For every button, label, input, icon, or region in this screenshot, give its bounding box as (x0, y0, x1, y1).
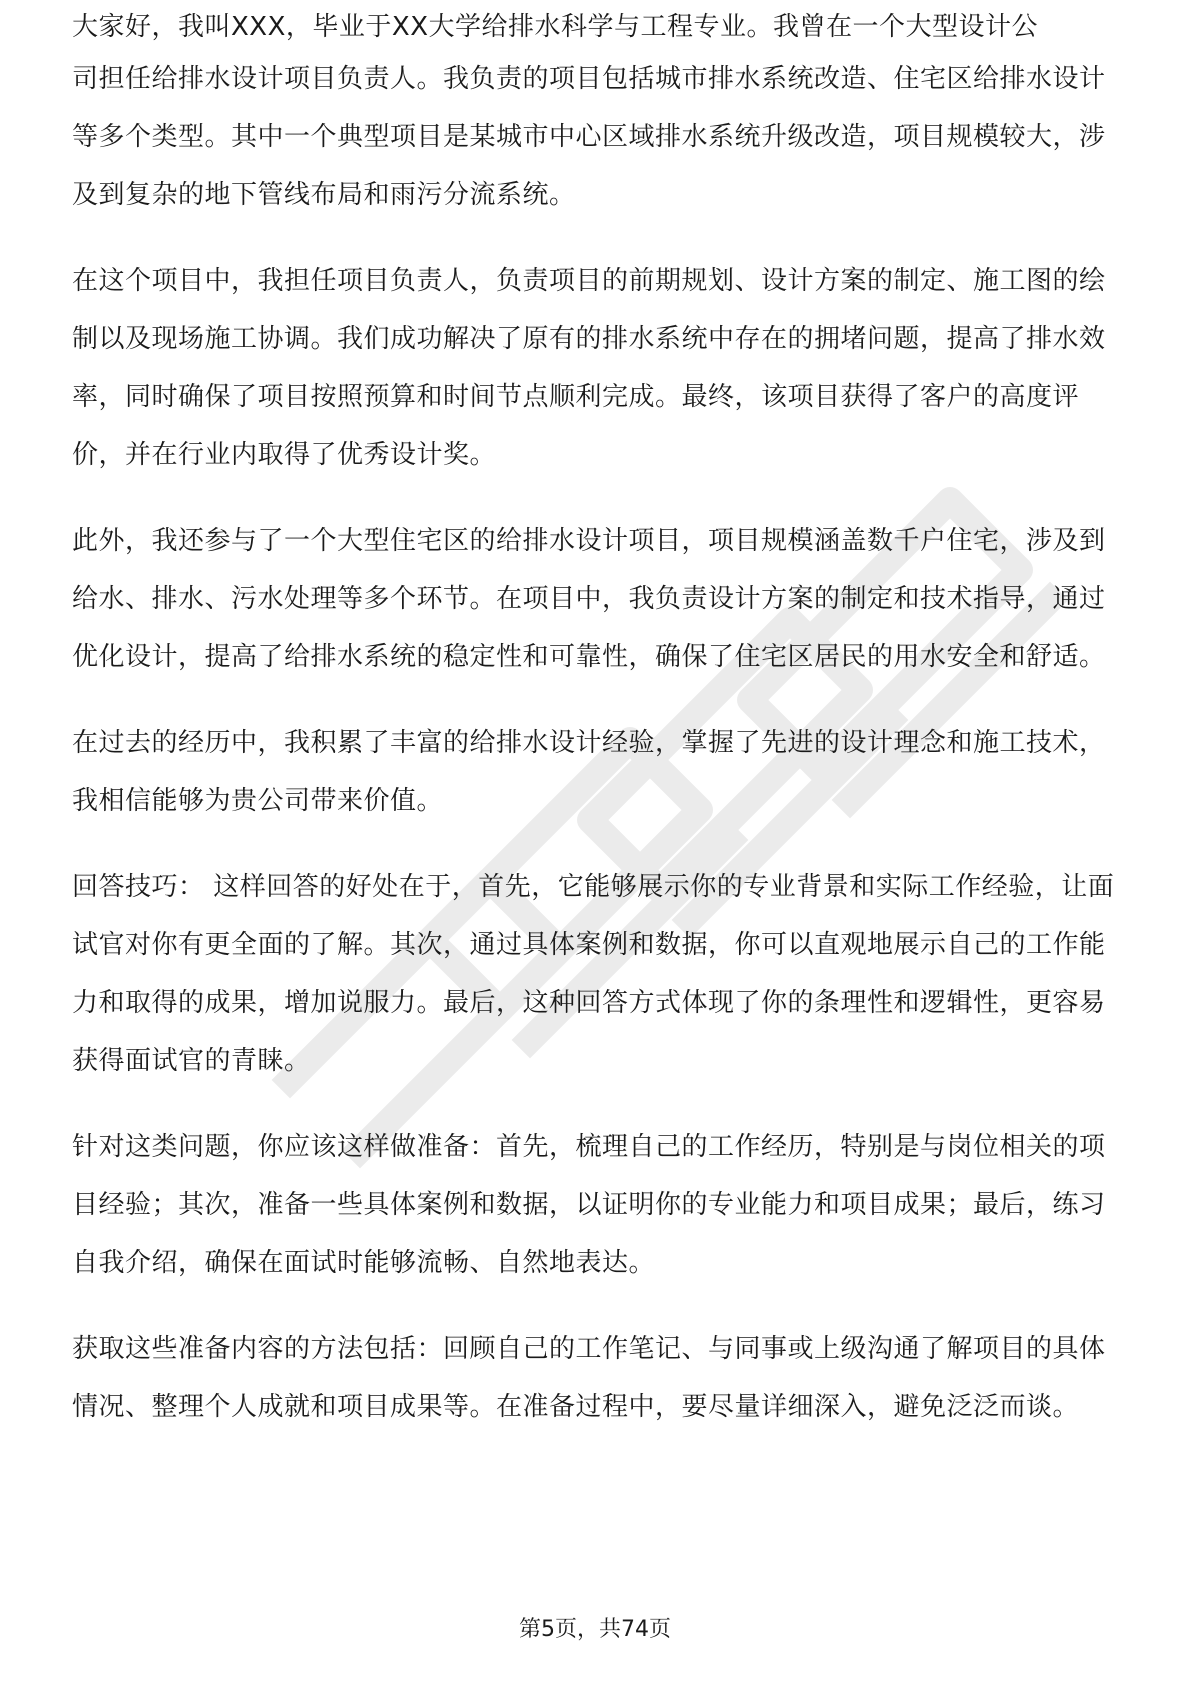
document-body (72, 64, 1118, 1464)
cut-off-text: 大家好，我叫XXX，毕业于XX大学给排水科学与工程专业。我曾在一个大型设计公 (72, 12, 1039, 42)
paragraph-3: 此外，我还参与了一个大型住宅区的给排水设计项目，项目规模涵盖数千户住宅，涉及到给水、排水、污水处理等多个环节。在项目中，我负责设计方案的制定和技术指导，通过优化设计，提高了给排水系统的稳定性和可靠性，确保了住宅区居民的用水安全和舒适。 (72, 526, 1106, 672)
paragraph-4: 在过去的经历中，我积累了丰富的给排水设计经验，掌握了先进的设计理念和施工技术，我相信能够为贵公司带来价值。 (72, 728, 1106, 816)
paragraph-5: 回答技巧： 这样回答的好处在于，首先，它能够展示你的专业背景和实际工作经验，让面试官对你有更全面的了解。其次，通过具体案例和数据，你可以直观地展示自己的工作能力和取得的成果，增加说服力。最后，这种回答方式体现了你的条理性和逻辑性，更容易获得面试官的青睐。 (72, 872, 1115, 1076)
paragraph-1: 司担任给排水设计项目负责人。我负责的项目包括城市排水系统改造、住宅区给排水设计等多个类型。其中一个典型项目是某城市中心区域排水系统升级改造，项目规模较大，涉及到复杂的地下管线布局和雨污分流系统。 (72, 64, 1106, 210)
paragraph-7: 获取这些准备内容的方法包括：回顾自己的工作笔记、与同事或上级沟通了解项目的具体情况、整理个人成就和项目成果等。在准备过程中，要尽量详细深入，避免泛泛而谈。 (72, 1334, 1106, 1422)
page-number-footer: 第5页，共74页 (519, 1617, 671, 1642)
paragraph-2: 在这个项目中，我担任项目负责人，负责项目的前期规划、设计方案的制定、施工图的绘制以及现场施工协调。我们成功解决了原有的排水系统中存在的拥堵问题，提高了排水效率，同时确保了项目按照预算和时间节点顺利完成。最终，该项目获得了客户的高度评价，并在行业内取得了优秀设计奖。 (72, 266, 1106, 470)
paragraph-6: 针对这类问题，你应该这样做准备：首先，梳理自己的工作经历，特别是与岗位相关的项目经验；其次，准备一些具体案例和数据，以证明你的专业能力和项目成果；最后，练习自我介绍，确保在面试时能够流畅、自然地表达。 (72, 1132, 1106, 1278)
